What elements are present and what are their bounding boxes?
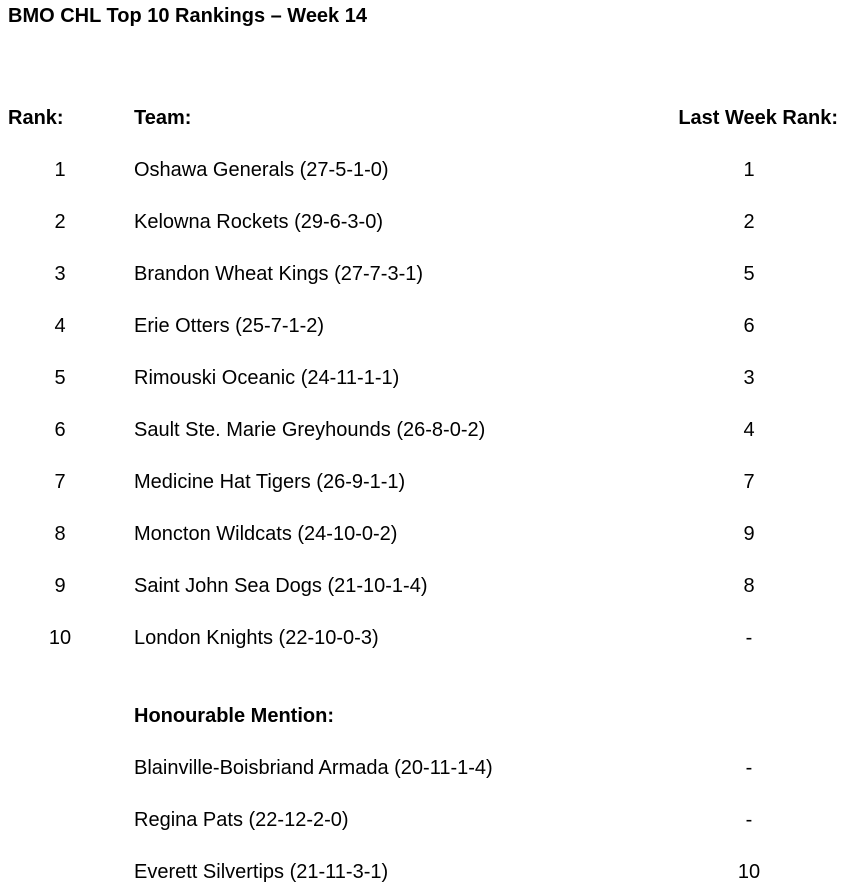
team-name: Brandon Wheat Kings (27-7-3-1) [134, 263, 424, 285]
last-week-rank-value: 4 [743, 419, 755, 441]
last-week-rank-value: 5 [743, 263, 755, 285]
team-column-header: Team: [134, 107, 192, 129]
last-week-rank-value: 8 [743, 575, 755, 597]
rank-value: 1 [54, 159, 66, 181]
rank-value: 6 [54, 419, 66, 441]
last-week-rank-value: 6 [743, 315, 755, 337]
rank-value: 5 [54, 367, 66, 389]
rank-column-header: Rank: [8, 107, 64, 129]
honourable-mention-section [0, 704, 842, 728]
honourable-mention-heading: Honourable Mention: [134, 705, 334, 727]
table-row [0, 470, 842, 494]
team-name: London Knights (22-10-0-3) [134, 627, 379, 649]
last-week-rank-value: 3 [743, 367, 755, 389]
last-week-rank-value: - [745, 757, 753, 779]
team-name: Oshawa Generals (27-5-1-0) [134, 159, 389, 181]
table-row [0, 574, 842, 598]
team-name: Rimouski Oceanic (24-11-1-1) [134, 367, 400, 389]
team-name: Saint John Sea Dogs (21-10-1-4) [134, 575, 428, 597]
table-row [0, 314, 842, 338]
rank-value: 2 [54, 211, 66, 233]
last-week-rank-value: - [745, 809, 753, 831]
table-row [0, 366, 842, 390]
table-row [0, 210, 842, 234]
team-name: Regina Pats (22-12-2-0) [134, 809, 349, 831]
last-week-rank-value: 1 [743, 159, 755, 181]
table-row [0, 262, 842, 286]
team-name: Kelowna Rockets (29-6-3-0) [134, 211, 383, 233]
table-row [0, 158, 842, 182]
honourable-mention-row [0, 756, 842, 780]
team-name: Moncton Wildcats (24-10-0-2) [134, 523, 398, 545]
team-name: Erie Otters (25-7-1-2) [134, 315, 325, 337]
table-header [0, 106, 842, 130]
team-name: Everett Silvertips (21-11-3-1) [134, 861, 389, 883]
honourable-mention-row [0, 808, 842, 832]
team-name: Blainville-Boisbriand Armada (20-11-1-4) [134, 757, 493, 779]
rank-value: 10 [48, 627, 72, 649]
table-row [0, 626, 842, 650]
page-title: BMO CHL Top 10 Rankings – Week 14 [8, 5, 367, 27]
table-row [0, 418, 842, 442]
last-week-rank-value: 9 [743, 523, 755, 545]
rank-value: 7 [54, 471, 66, 493]
table-row [0, 522, 842, 546]
rank-value: 8 [54, 523, 66, 545]
last-week-rank-value: - [745, 627, 753, 649]
rank-value: 9 [54, 575, 66, 597]
last-week-rank-value: 2 [743, 211, 755, 233]
last-week-rank-column-header: Last Week Rank: [678, 107, 838, 129]
last-week-rank-value: 10 [737, 861, 761, 883]
team-name: Sault Ste. Marie Greyhounds (26-8-0-2) [134, 419, 486, 441]
honourable-mention-row [0, 860, 842, 884]
team-name: Medicine Hat Tigers (26-9-1-1) [134, 471, 406, 493]
rank-value: 3 [54, 263, 66, 285]
last-week-rank-value: 7 [743, 471, 755, 493]
rank-value: 4 [54, 315, 66, 337]
